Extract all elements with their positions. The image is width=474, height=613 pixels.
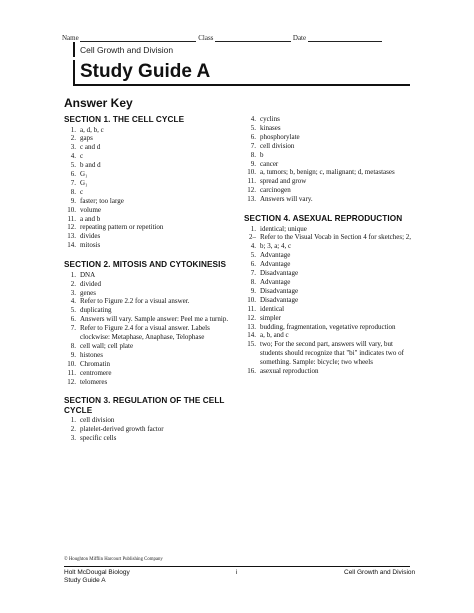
answer-text: b [260, 150, 264, 159]
answer-item [244, 340, 414, 367]
answer-text: mitosis [80, 241, 101, 250]
answer-item [244, 305, 414, 314]
answer-item [64, 271, 234, 280]
answer-item [64, 188, 234, 197]
answer-item [244, 233, 414, 251]
answer-item [64, 369, 234, 378]
answer-text: volume [80, 205, 101, 214]
answer-number: 7. [70, 324, 76, 333]
answer-item [244, 269, 414, 278]
answer-item [244, 195, 414, 204]
answer-number: 12. [67, 223, 76, 232]
answer-number: 2. [70, 134, 76, 143]
answer-item [64, 206, 234, 215]
date-label: Date [292, 34, 307, 42]
answer-number: 7. [250, 269, 256, 278]
answer-text: two; For the second part, answers will vary, but students should recognize that "bi" indicates two of something. Sample: bicycle; two wheels [260, 340, 404, 367]
answer-text: a and b [80, 214, 101, 223]
answer-text: Refer to Figure 2.4 for a visual answer. Labels clockwise: Metaphase, Anaphase, Telophase [80, 324, 210, 342]
answer-item [64, 280, 234, 289]
section-heading: SECTION 3. REGULATION OF THE CELL CYCLE [64, 396, 225, 415]
answer-text: gaps [80, 134, 93, 143]
section-heading: SECTION 4. ASEXUAL REPRODUCTION [244, 214, 403, 224]
answer-item [64, 152, 234, 161]
answer-item [64, 378, 234, 387]
answer-item [244, 278, 414, 287]
answer-text: c [80, 152, 84, 161]
answer-number: 5. [250, 251, 256, 260]
answer-number: 13. [247, 322, 256, 331]
answer-text: Disadvantage [260, 269, 299, 278]
answer-item [244, 314, 414, 323]
answer-item [64, 161, 234, 170]
answer-number: 5. [70, 161, 76, 170]
section-heading: SECTION 2. MITOSIS AND CYTOKINESIS [64, 260, 227, 270]
answer-text: a, tumors; b, benign; c, malignant; d, metastases [260, 168, 395, 177]
left-column [64, 115, 234, 443]
title-bar [73, 60, 75, 84]
answer-number: 14. [67, 241, 76, 250]
answer-number: 2. [70, 425, 76, 434]
answer-item [64, 315, 234, 324]
answer-number: 3. [70, 434, 76, 443]
section-heading: SECTION 1. THE CELL CYCLE [64, 115, 185, 124]
answer-number: 6. [250, 260, 256, 269]
footer-left [64, 569, 130, 585]
answer-item [244, 367, 414, 376]
answer-number: 3. [70, 288, 76, 297]
date-field[interactable] [308, 35, 382, 42]
answer-number: 6. [70, 170, 76, 179]
answer-text: Refer to Figure 2.2 for a visual answer. [80, 297, 190, 306]
answer-text: asexual reproduction [260, 367, 319, 376]
answer-item [64, 170, 234, 179]
answer-text: divided [80, 279, 101, 288]
answer-number: 11. [67, 214, 76, 223]
answer-item [64, 351, 234, 360]
answer-item [64, 232, 234, 241]
answer-text: b and d [80, 161, 101, 170]
subtitle-bar [73, 42, 75, 57]
answer-item [244, 331, 414, 340]
class-label: Class [198, 34, 214, 42]
answer-text: c [80, 187, 84, 196]
answer-item [244, 251, 414, 260]
answer-number: 6. [70, 315, 76, 324]
answer-text: platelet-derived growth factor [80, 425, 164, 434]
answer-number: 5. [70, 306, 76, 315]
answer-text: cell division [260, 141, 295, 150]
answer-item [64, 241, 234, 250]
title-rule [73, 84, 410, 86]
answer-text: repeating pattern or repetition [80, 223, 164, 232]
answer-item [244, 296, 414, 305]
copyright-notice: © Houghton Mifflin Harcourt Publishing Company [64, 557, 163, 562]
answer-text: Disadvantage [260, 286, 299, 295]
answer-item [64, 360, 234, 369]
answer-text: duplicating [80, 306, 112, 315]
answer-text: identical; unique [260, 224, 307, 233]
answer-item [64, 416, 234, 425]
answer-number: 3. [70, 143, 76, 152]
answer-item [244, 168, 414, 177]
answer-item [244, 225, 414, 234]
answer-item [244, 142, 414, 151]
answer-text: Chromatin [80, 359, 110, 368]
answer-number: 10. [67, 205, 76, 214]
answer-item [244, 133, 414, 142]
answer-number: 16. [247, 367, 256, 376]
answer-item [64, 215, 234, 224]
footer-chapter: Cell Growth and Division [344, 569, 416, 576]
answer-text: identical [260, 304, 285, 313]
answer-text: DNA [80, 270, 96, 279]
answer-number: 10. [247, 295, 256, 304]
answer-number: 8. [250, 150, 256, 159]
footer-book-title: Holt McDougal Biology [64, 569, 130, 576]
answer-number: 1. [70, 270, 76, 279]
answer-number: 10. [247, 168, 256, 177]
answer-number: 1. [70, 416, 76, 425]
answer-item [244, 287, 414, 296]
answer-number: 13. [67, 232, 76, 241]
answer-number: 11. [247, 177, 256, 186]
answer-item [64, 342, 234, 351]
answer-item [64, 197, 234, 206]
answer-text: cell division [80, 416, 115, 425]
answer-number: 7. [250, 141, 256, 150]
chapter-subtitle: Cell Growth and Division [80, 45, 174, 55]
answer-text: Disadvantage [260, 295, 299, 304]
answer-item [244, 260, 414, 269]
answer-item [244, 323, 414, 332]
answer-item [64, 223, 234, 232]
name-field[interactable] [80, 35, 196, 42]
answer-text: a, d, b, c [80, 125, 104, 134]
answer-number: 2–4. [249, 233, 256, 251]
answer-number: 9. [250, 159, 256, 168]
right-column [244, 115, 414, 376]
answer-text: genes [80, 288, 96, 297]
page-number: i [236, 569, 238, 576]
answer-number: 12. [247, 313, 256, 322]
answer-number: 4. [70, 297, 76, 306]
answer-item [64, 143, 234, 152]
answer-text: Advantage [260, 278, 291, 286]
answer-text: cyclins [260, 115, 280, 123]
answer-number: 12. [67, 377, 76, 386]
answer-number: 2. [70, 279, 76, 288]
page-title: Study Guide A [80, 61, 211, 82]
answer-text: G₁ [80, 178, 88, 187]
answer-number: 10. [67, 359, 76, 368]
answer-number: 5. [250, 123, 256, 132]
student-info-line [62, 34, 410, 42]
answer-number: 8. [250, 278, 256, 286]
answer-text: phosphorylate [260, 132, 300, 141]
answer-number: 15. [247, 340, 256, 349]
answer-text: spread and grow [260, 177, 307, 186]
answer-item [64, 324, 234, 342]
answer-text: Refer to the Visual Vocab in Section 4 for sketches; 2, b; 3, a; 4, c [260, 233, 412, 251]
class-field[interactable] [215, 35, 291, 42]
answer-item [64, 434, 234, 443]
answer-number: 7. [70, 178, 76, 187]
answer-text: Answers will vary. Sample answer: Peel me a turnip. [80, 315, 229, 324]
answer-item [244, 124, 414, 133]
answer-text: Advantage [260, 260, 291, 269]
answer-key-heading: Answer Key [64, 96, 133, 110]
answer-number: 1. [70, 125, 76, 134]
answer-text: a, b, and c [260, 331, 289, 340]
answer-number: 13. [247, 195, 256, 204]
answer-item [64, 425, 234, 434]
footer-rule [64, 566, 410, 567]
answer-item [244, 160, 414, 169]
answer-item [244, 177, 414, 186]
answer-item [64, 134, 234, 143]
answer-number: 8. [70, 341, 76, 350]
answer-text: kinases [260, 123, 281, 132]
name-label: Name [62, 34, 79, 42]
answer-text: centromere [80, 368, 112, 377]
answer-text: cell wall; cell plate [80, 341, 134, 350]
answer-text: simpler [260, 313, 281, 322]
answer-number: 1. [250, 224, 256, 233]
answer-number: 12. [247, 186, 256, 195]
answer-number: 4. [70, 152, 76, 161]
answer-number: 8. [70, 187, 76, 196]
answer-number: 9. [250, 286, 256, 295]
answer-text: cancer [260, 159, 279, 168]
answer-text: faster; too large [80, 196, 124, 205]
answer-text: G₁ [80, 170, 88, 179]
answer-text: Answers will vary. [260, 195, 313, 204]
answer-item [244, 115, 414, 124]
answer-item [64, 289, 234, 298]
answer-text: budding, fragmentation, vegetative reproduction [260, 322, 396, 331]
answer-item [64, 126, 234, 135]
answer-text: carcinogen [260, 186, 291, 195]
answer-text: divides [80, 232, 101, 241]
answer-number: 9. [70, 350, 76, 359]
footer-guide-name: Study Guide A [64, 577, 106, 584]
answer-text: telomeres [80, 377, 108, 386]
answer-number: 4. [250, 115, 256, 123]
answer-number: 11. [67, 368, 76, 377]
answer-text: Advantage [260, 251, 291, 260]
answer-item [64, 306, 234, 315]
answer-text: specific cells [80, 434, 117, 443]
answer-item [244, 151, 414, 160]
answer-number: 11. [247, 304, 256, 313]
answer-item [64, 179, 234, 188]
answer-text: histones [80, 350, 103, 359]
answer-item [64, 297, 234, 306]
answer-number: 9. [70, 196, 76, 205]
answer-text: c and d [80, 143, 101, 152]
answer-number: 6. [250, 132, 256, 141]
answer-item [244, 186, 414, 195]
answer-number: 14. [247, 331, 256, 340]
